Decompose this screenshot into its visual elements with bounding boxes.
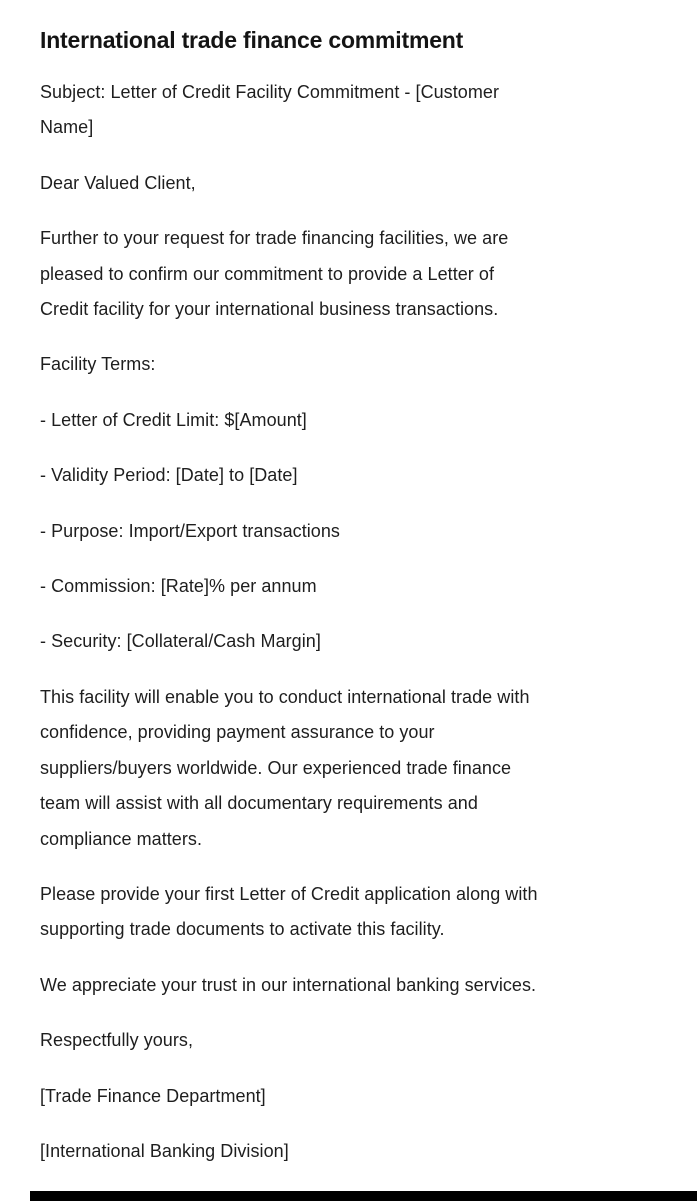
text-line: suppliers/buyers worldwide. Our experienced trade finance xyxy=(40,757,512,778)
text-line: - Letter of Credit Limit: $[Amount] xyxy=(40,409,307,430)
text-line: Please provide your first Letter of Credit application along with xyxy=(40,883,538,904)
bullet-letter-of-credit-limit xyxy=(40,403,640,438)
text-line: Name] xyxy=(40,117,94,138)
signature-international-banking-division xyxy=(40,1134,640,1169)
paragraph-intro xyxy=(40,221,640,327)
bullet-validity-period xyxy=(40,458,640,493)
document-title: International trade finance commitment xyxy=(40,27,464,53)
clipped-bottom-element xyxy=(30,1191,697,1201)
text-line: - Validity Period: [Date] to [Date] xyxy=(40,465,298,486)
text-line: Respectfully yours, xyxy=(40,1030,194,1051)
bullet-purpose xyxy=(40,514,640,549)
bullet-security xyxy=(40,624,640,659)
text-line: - Security: [Collateral/Cash Margin] xyxy=(40,631,321,652)
paragraph-salutation xyxy=(40,166,640,201)
bullet-commission xyxy=(40,569,640,604)
paragraph-benefits xyxy=(40,680,640,857)
paragraph-facility-terms-label xyxy=(40,347,640,382)
paragraph-activation xyxy=(40,877,640,948)
text-line: We appreciate your trust in our international banking services. xyxy=(40,974,537,995)
text-line: [International Banking Division] xyxy=(40,1140,289,1161)
paragraph-subject xyxy=(40,75,640,146)
text-line: confidence, providing payment assurance to your xyxy=(40,722,435,743)
text-line: Facility Terms: xyxy=(40,354,156,375)
text-line: team will assist with all documentary requirements and xyxy=(40,793,478,814)
text-line: Dear Valued Client, xyxy=(40,172,196,193)
text-line: Credit facility for your international business transactions. xyxy=(40,299,499,320)
text-line: Subject: Letter of Credit Facility Commitment - [Customer xyxy=(40,82,499,102)
signature-trade-finance-department xyxy=(40,1079,640,1114)
paragraph-closing xyxy=(40,1023,640,1058)
text-line: supporting trade documents to activate this facility. xyxy=(40,919,445,940)
text-line: pleased to confirm our commitment to provide a Letter of xyxy=(40,263,495,284)
text-line: - Commission: [Rate]% per annum xyxy=(40,576,317,597)
paragraph-appreciation xyxy=(40,968,640,1003)
text-line: Further to your request for trade financing facilities, we are xyxy=(40,228,509,249)
text-line: compliance matters. xyxy=(40,828,203,849)
text-line: [Trade Finance Department] xyxy=(40,1085,266,1106)
text-line: This facility will enable you to conduct international trade with xyxy=(40,686,530,707)
text-line: - Purpose: Import/Export transactions xyxy=(40,520,340,541)
